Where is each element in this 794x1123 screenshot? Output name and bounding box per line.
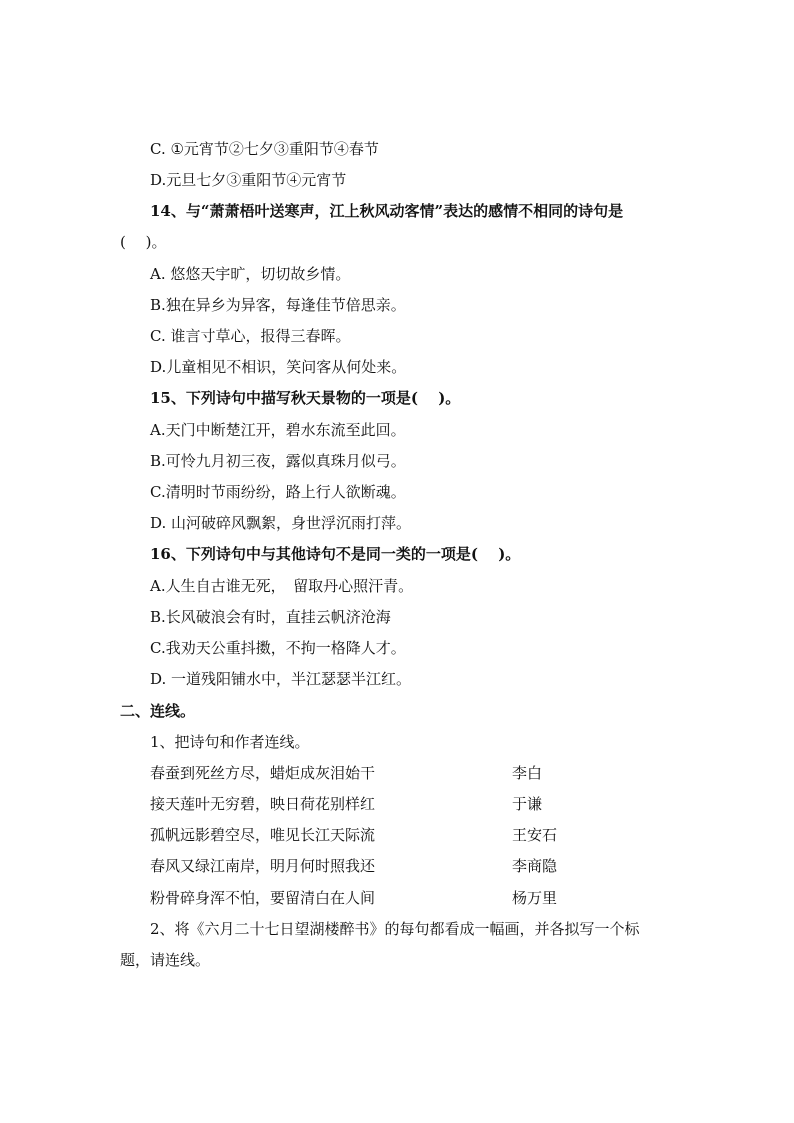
q14-option-a: A. 悠悠天宇旷，切切故乡情。 xyxy=(150,265,351,283)
q14-option-c: C. 谁言寸草心，报得三春晖。 xyxy=(150,327,351,345)
q16-option-b: B.长风破浪会有时，直挂云帆济沧海 xyxy=(150,608,391,626)
matching-row xyxy=(150,888,710,910)
section-2-heading: 二、连线。 xyxy=(120,702,196,720)
matching-task-2-continued: 题，请连线。 xyxy=(120,951,211,969)
q15-option-c: C.清明时节雨纷纷，路上行人欲断魂。 xyxy=(150,483,406,501)
poem-line: 春蚕到死丝方尽，蜡炬成灰泪始干 xyxy=(150,764,376,782)
matching-row xyxy=(150,763,710,785)
matching-row xyxy=(150,825,710,847)
q13-option-c: C. ①元宵节②七夕③重阳节④春节 xyxy=(150,140,379,158)
poem-line: 孤帆远影碧空尽，唯见长江天际流 xyxy=(150,826,376,844)
author-name: 李白 xyxy=(512,764,543,782)
q14-stem: 14、与“萧萧梧叶送寒声，江上秋风动客情”表达的感情不相同的诗句是 xyxy=(150,202,624,220)
q15-option-d: D. 山河破碎风飘絮，身世浮沉雨打萍。 xyxy=(150,514,412,532)
q14-option-d: D.儿童相见不相识，笑问客从何处来。 xyxy=(150,358,407,376)
poem-line: 接天莲叶无穷碧，映日荷花别样红 xyxy=(150,795,376,813)
matching-row xyxy=(150,856,710,878)
matching-task-2: 2、将《六月二十七日望湖楼醉书》的每句都看成一幅画，并各拟写一个标 xyxy=(150,920,640,938)
matching-row xyxy=(150,794,710,816)
q16-stem: 16、下列诗句中与其他诗句不是同一类的一项是( )。 xyxy=(150,545,521,563)
author-name: 李商隐 xyxy=(512,857,558,875)
q16-option-c: C.我劝天公重抖擞，不拘一格降人才。 xyxy=(150,639,406,657)
author-name: 杨万里 xyxy=(512,889,558,907)
q15-option-b: B.可怜九月初三夜，露似真珠月似弓。 xyxy=(150,452,406,470)
q13-option-d: D.元旦七夕③重阳节④元宵节 xyxy=(150,171,347,189)
author-name: 王安石 xyxy=(512,826,558,844)
q14-stem-continued: ( )。 xyxy=(120,233,167,251)
poem-line: 春风又绿江南岸，明月何时照我还 xyxy=(150,857,376,875)
q14-option-b: B.独在异乡为异客，每逢佳节倍思亲。 xyxy=(150,296,406,314)
author-name: 于谦 xyxy=(512,795,543,813)
q15-stem: 15、下列诗句中描写秋天景物的一项是( )。 xyxy=(150,389,461,407)
q16-option-a: A.人生自古谁无死， 留取丹心照汗青。 xyxy=(150,577,414,595)
q16-option-d: D. 一道残阳铺水中，半江瑟瑟半江红。 xyxy=(150,670,412,688)
matching-task-1: 1、把诗句和作者连线。 xyxy=(150,733,310,751)
q15-option-a: A.天门中断楚江开，碧水东流至此回。 xyxy=(150,421,406,439)
poem-line: 粉骨碎身浑不怕，要留清白在人间 xyxy=(150,889,376,907)
